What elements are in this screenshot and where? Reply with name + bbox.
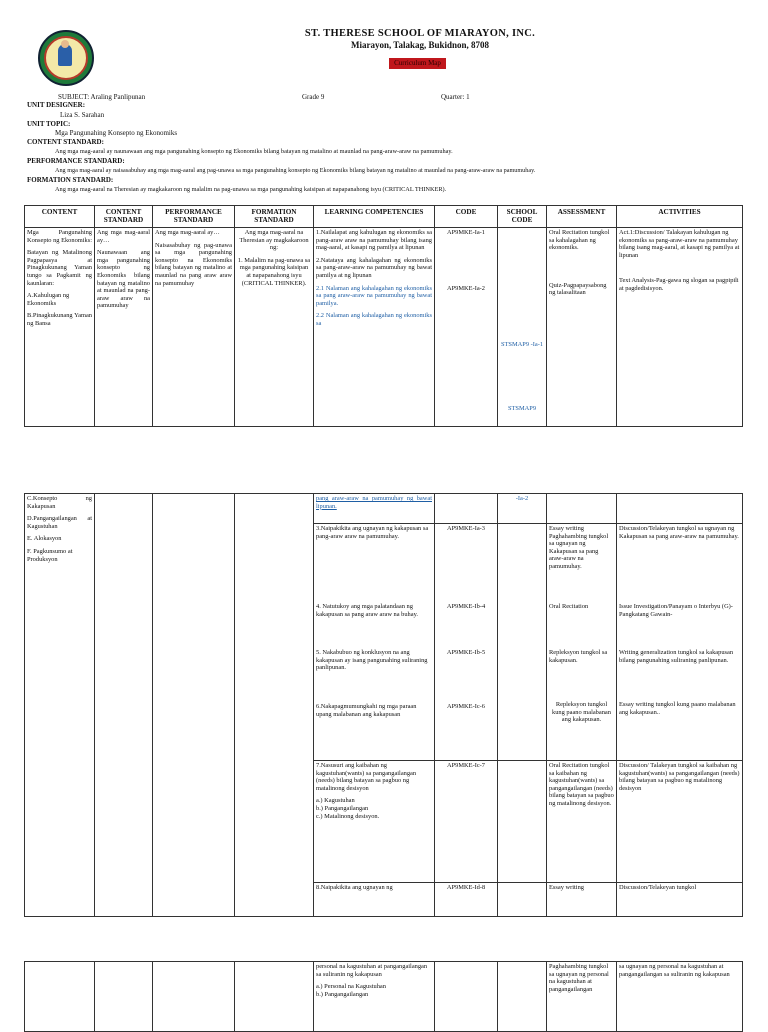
activity-6: Essay writing tungkol kung paano malabanan ang kakapusan.. — [619, 701, 736, 716]
header-activities: ACTIVITIES — [617, 206, 743, 228]
school-seal-logo — [38, 30, 94, 86]
content-item: A.Kahulugan ng Ekonomiks — [27, 292, 70, 307]
content-cell — [25, 494, 95, 917]
content-standard-cell — [95, 228, 153, 427]
performance-standard-label: PERFORMANCE STANDARD: — [27, 157, 125, 165]
competency-3: 3.Naipakikita ang ugnayan ng kakapusan sa pang-araw araw na pamumuhay. — [316, 525, 429, 540]
code-8: AP9MKE-Id-8 — [435, 883, 498, 917]
assessment-2: Quiz-Pagpapaysabong ng talasalitaan — [549, 281, 607, 297]
assessment-cell — [547, 524, 617, 761]
code-6: AP9MKE-Ic-6 — [447, 703, 485, 710]
competency-8b: b.) Pangangailangan — [316, 990, 369, 998]
performance-standard-text: Ang mga mag-aaral ay naisasabuhay ang mga mag-aaral ang pag-unawa sa mga pangunahing konsepto ng Ekonomiks bilang batayan ng matalino at maunlad na pang-araw-araw na pamumuhay. — [55, 167, 536, 174]
assessment-7: Oral Recitation tungkol sa kaibahan ng kagustuhan(wants) sa pangangailangan (needs) bilang batayan sa pagbuo ng matalinong desisyon. — [547, 761, 617, 883]
table-row — [25, 228, 743, 427]
content-item: D.Pangangailangan at Kagustuhan — [27, 515, 92, 530]
competency-4: 4. Natutukoy ang mga palatandaan ng kakapusan sa pang araw araw na buhay. — [316, 603, 418, 618]
assessment-4: Oral Recitation — [549, 603, 589, 610]
activity-8-continued: sa ugnayan ng personal na kagustuhan at pangangailangan sa suliranin ng kakapusan — [617, 962, 743, 1032]
curriculum-table-part-1 — [24, 205, 743, 427]
activities-cell — [617, 524, 743, 761]
code-5: AP9MKE-Ib-5 — [446, 649, 486, 656]
code-3: AP9MKE-Ia-3 — [447, 525, 485, 532]
unit-topic: Mga Pangunahing Konsepto ng Ekonomiks — [55, 129, 178, 137]
learning-competencies-cell — [314, 524, 435, 761]
activity-8: Discussion/Telakeyan tungkol — [617, 883, 743, 917]
assessment-3: Essay writing Paghahambing tungkol sa ugnayan ng Kakapusan sa pang araw-araw na pamumuhay. — [549, 525, 609, 570]
content-cell — [25, 962, 95, 1032]
content-item: B.Pinagkukunang Yaman ng Bansa — [27, 312, 92, 327]
code-cell — [435, 962, 498, 1032]
unit-designer-name: Liza S. Sarahan — [60, 111, 105, 119]
code-1: AP9MKE-Ia-1 — [447, 229, 485, 236]
code-cell — [435, 228, 498, 427]
assessment-6: Repleksyon tungkol kung paano malabanan ang kakapusan. — [552, 701, 611, 724]
school-code-cell — [498, 883, 547, 917]
header-code: CODE — [435, 206, 498, 228]
assessment-8-continued: Paghahambing tungkol sa ugnayan ng personal na kagustuhan at pangangailangan — [547, 962, 617, 1032]
header-assessment: ASSESSMENT — [547, 206, 617, 228]
content-item: C.Konsepto ng Kakapusan — [27, 495, 92, 510]
table-header-row — [25, 206, 743, 228]
table-row — [25, 962, 743, 1032]
content-standard-label: CONTENT STANDARD: — [27, 138, 104, 146]
header-learning-competencies: LEARNING COMPETENCIES — [314, 206, 435, 228]
competency-8a: a.) Personal na Kagustuhan — [316, 983, 386, 991]
activity-7: Discussion/ Talakeyan tungkol sa kaibahan ng kagustuhan(wants) sa pangangailangan (needs) bilang batayan sa pagbuo ng matalinong desisyon — [617, 761, 743, 883]
performance-standard-body: Naisasabuhay ng pag-unawa sa mga pangunahing konsepto na Ekonomiks bilang batayan ng matalino at maunlad na pang araw araw na pamumuhay — [155, 241, 232, 287]
content-item: Mga Pangunahing Konsepto ng Ekonomiks: — [27, 229, 92, 244]
activity-5: Writing generalization tungkol sa kakapusan bilang pangunahing suliraning panlipunan. — [619, 649, 734, 664]
competency-continued: pang araw-araw na pamumuhay ng bawat lipunan. — [314, 494, 435, 524]
content-item: F. Pagkunsumo at Produksyon — [27, 547, 73, 563]
competency-6: 6.Nakapagmumungkahi ng mga paraan upang malabanan ang kakapusan — [316, 703, 417, 718]
header-content: CONTENT — [25, 206, 95, 228]
unit-topic-label: UNIT TOPIC: — [27, 120, 71, 128]
content-standard-cell — [95, 494, 153, 917]
competency-7: 7.Nasusuri ang kaibahan ng kagustuhan(wants) sa pangangailangan (needs) bilang batayan sa pagbuo ng matalinong desisyon — [316, 762, 417, 792]
unit-designer-label: UNIT DESIGNER: — [27, 101, 86, 109]
code-cell — [435, 494, 498, 524]
curriculum-table-part-2 — [24, 493, 743, 917]
competency-8: 8.Naipakikita ang ugnayan ng — [314, 883, 435, 917]
competency-7b: b.) Pangangailangan — [316, 804, 369, 812]
school-code-cell — [498, 228, 547, 427]
code-7: AP9MKE-Ic-7 — [435, 761, 498, 883]
learning-competencies-cell — [314, 962, 435, 1032]
competency-2: 2.Natataya ang kahalagahan ng ekonomiks sa pang-araw-araw na pamumuhay ng bawat pamilya at ng lipunan — [316, 256, 432, 279]
header-content-standard: CONTENT STANDARD — [95, 206, 153, 228]
school-code-continued: -Ia-2 — [498, 494, 547, 524]
assessment-5: Repleksyon tungkol sa kakapusan. — [549, 649, 608, 664]
competency-5: 5. Nakabubuo ng konklusyon na ang kakapusan ay isang pangunahing suliraning panlipunan. — [316, 649, 428, 672]
activity-4: Issue Investigation/Panayam o Interbyu (G)-Pangkatang Gawain- — [619, 603, 733, 618]
content-item: E. Alokasyon — [27, 535, 62, 543]
content-item: Batayan ng Matalinong Pagpapasya at Pinagkukunang Yaman tungo sa Pagkamit ng kaunlaran: — [27, 249, 92, 287]
performance-standard-cell — [153, 962, 235, 1032]
assessment-8: Essay writing — [547, 883, 617, 917]
content-standard-text: Ang mga mag-aaral ay naunawaan ang mga pangunahing konsepto ng Ekonomiks bilang batayan ng matalino at maunlad na pang-araw-araw na pamumuhay. — [55, 148, 453, 155]
content-standard-cell — [95, 962, 153, 1032]
header-formation-standard: FORMATION STANDARD — [235, 206, 314, 228]
formation-standard-intro: Ang mga mag-aaral na Theresian ay magkakaroon ng: — [239, 229, 309, 252]
school-code-cell — [498, 761, 547, 883]
competency-7a: a.) Kagustuhan — [316, 797, 355, 805]
content-standard-body: Naunawaan ang mga pangunahing konsepto ng Ekonomiks bilang batayan ng matalino at maunlad na pang-araw araw na pamumuhay — [97, 249, 150, 310]
school-code-1: STSMAP9 -Ia-1 — [500, 341, 544, 348]
formation-standard-cell — [235, 228, 314, 427]
quarter-line: Quarter: 1 — [441, 93, 470, 101]
competency-1: 1.Nailalapat ang kahulugan ng ekonomiks sa pang-araw araw na pamumuhay bilang isang mag-aaral, at kasapi ng pamilya at lipunan — [316, 229, 432, 252]
competency-7c: c.) Matalinong desisyon. — [316, 812, 380, 820]
performance-standard-cell — [153, 228, 235, 427]
code-2: AP9MKE-Ia-2 — [447, 284, 485, 292]
code-cell — [435, 524, 498, 761]
assessment-cell — [547, 228, 617, 427]
learning-competencies-cell — [314, 761, 435, 883]
school-code-cell — [498, 962, 547, 1032]
competency-8-continued: personal na kagustuhan at pangangailangan sa suliranin ng kakapusan — [316, 963, 428, 978]
formation-standard-cell — [235, 962, 314, 1032]
school-name: ST. THERESE SCHOOL OF MIARAYON, INC. — [304, 28, 536, 39]
seal-figure-head — [61, 40, 69, 48]
formation-standard-cell — [235, 494, 314, 917]
formation-standard-text: Ang mga mag-aaral na Theresian ay magkakaroon ng malalim na pag-unawa sa mga pangunahing kaisipan at napapanahong isyu (CRITICAL THINKER). — [55, 186, 447, 193]
grade-line: Grade 9 — [302, 93, 325, 101]
activity-2: Text Analysis-Pag-gawa ng slogan sa pagpipili at pagdedisisyon. — [619, 277, 739, 292]
code-4: AP9MKE-Ib-4 — [446, 603, 486, 610]
header-school-code: SCHOOL CODE — [498, 206, 547, 228]
formation-standard-body: 1. Malalim na pag-unawa sa mga pangunahing kaisipan at napapanahong isyu (CRITICAL THINKER). — [237, 256, 311, 287]
assessment-1: Oral Recitation tungkol sa kahalagahan ng ekonomiks. — [549, 229, 610, 252]
activity-3: Discussion/Telakeyan tungkol sa ugnayan ng Kakapusan sa pang araw-araw na pamumuhay. — [619, 525, 739, 540]
assessment-cell — [547, 494, 617, 524]
formation-standard-label: FORMATION STANDARD: — [27, 176, 114, 184]
activity-1: Act.1:Discussion/ Talakayan kahulugan ng ekonomiks sa pang-araw-araw na pamumuhay bilang isang mag-aaral, at kasapi ng pamilya at lipunan — [619, 229, 740, 259]
document-type-label: Curriculum Map — [389, 58, 446, 69]
activities-cell — [617, 228, 743, 427]
performance-standard-intro: Ang mga mag-aaral ay… — [155, 229, 220, 236]
competency-2-1: 2.1 Nalaman ang kahalagahan ng ekonomiks sa pang araw-araw na pamumuhay ng bawat pamilya. — [316, 284, 432, 307]
school-address: Miarayon, Talakag, Bukidnon, 8708 — [350, 40, 490, 50]
school-code-cell — [498, 524, 547, 761]
subject-line: SUBJECT: Araling Panlipunan — [58, 93, 146, 101]
content-standard-intro: Ang mga mag-aaral ay… — [97, 229, 150, 244]
learning-competencies-cell — [314, 228, 435, 427]
curriculum-table-part-3 — [24, 961, 743, 1032]
competency-2-2: 2.2 Nalaman ang kahalagahan ng ekonomiks sa — [316, 312, 432, 327]
activities-cell — [617, 494, 743, 524]
table-row — [25, 494, 743, 524]
performance-standard-cell — [153, 494, 235, 917]
header-performance-standard: PERFORMANCE STANDARD — [153, 206, 235, 228]
content-cell — [25, 228, 95, 427]
school-code-2: STSMAP9 — [507, 404, 537, 412]
